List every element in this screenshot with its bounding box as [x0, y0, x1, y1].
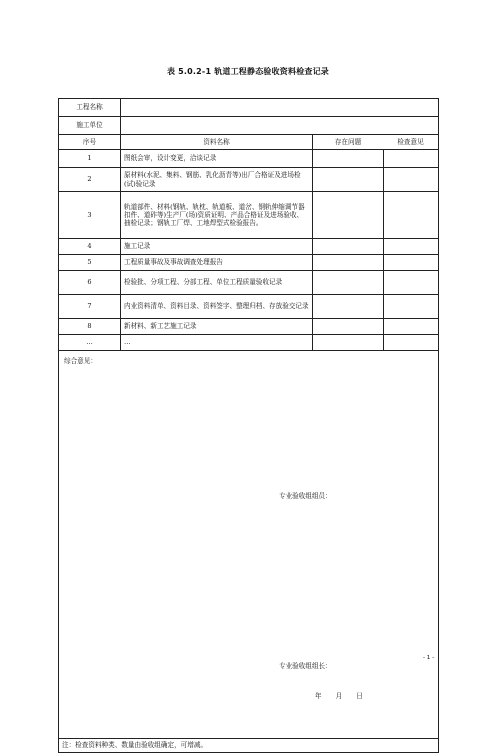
row-problems	[313, 192, 384, 238]
table-row	[59, 295, 439, 319]
date-line	[315, 692, 363, 700]
row-seq: 4	[59, 239, 121, 255]
column-header-row	[59, 135, 439, 150]
row-opinion	[384, 239, 438, 254]
construction-unit-row	[59, 117, 439, 135]
table-row	[59, 255, 439, 271]
project-name-row	[59, 99, 439, 117]
date-month: 月	[335, 692, 343, 700]
row-seq: 1	[59, 150, 121, 168]
inspection-record-table	[58, 98, 439, 753]
column-header-opinion: 检查意见	[397, 137, 424, 146]
table-row	[59, 192, 439, 239]
column-header-right	[313, 135, 439, 150]
date-day: 日	[356, 692, 363, 700]
comments-label: 综合意见：	[64, 357, 97, 365]
row-problems	[313, 295, 384, 318]
project-name-label: 工程名称	[59, 99, 121, 117]
row-problems	[313, 271, 384, 294]
page-number: - 1 -	[423, 655, 435, 661]
row-document-name: 轨道部件、材料(钢轨、轨枕、轨道板、道岔、钢轨伸缩调节器扣件、道砟等)生产厂(场)资质证明、产品合格证及进场验收、抽检记录；钢轨工厂焊、工地焊型式检验报告。	[121, 192, 313, 239]
row-problems	[313, 239, 384, 254]
row-opinion	[384, 335, 438, 350]
row-opinion	[384, 150, 438, 167]
row-check-cells	[313, 319, 439, 335]
comments-section	[59, 351, 439, 739]
table-row	[59, 239, 439, 255]
table-row	[59, 319, 439, 335]
row-check-cells	[313, 335, 439, 351]
row-seq: 2	[59, 168, 121, 192]
row-seq: …	[59, 335, 121, 351]
row-check-cells	[313, 295, 439, 319]
row-document-name: 原材料(水泥、集料、钢筋、乳化沥青等)出厂合格证及进场检(试)验记录	[121, 168, 313, 192]
note-row	[59, 739, 439, 753]
table-row	[59, 150, 439, 168]
row-problems	[313, 168, 384, 191]
row-check-cells	[313, 168, 439, 192]
row-seq: 7	[59, 295, 121, 319]
row-document-name: 新材料、新工艺施工记录	[121, 319, 313, 335]
row-check-cells	[313, 192, 439, 239]
column-header-name: 资料名称	[121, 135, 313, 150]
row-problems	[313, 255, 384, 270]
page-title: 表 5.0.2-1 轨道工程静态验收资料检查记录	[166, 67, 330, 76]
row-seq: 3	[59, 192, 121, 239]
table-row	[59, 271, 439, 295]
date-year: 年	[315, 692, 322, 700]
row-problems	[313, 335, 384, 350]
row-opinion	[384, 168, 438, 191]
row-check-cells	[313, 150, 439, 168]
row-opinion	[384, 295, 438, 318]
row-opinion	[384, 255, 438, 270]
row-seq: 8	[59, 319, 121, 335]
construction-unit-label: 施工单位	[59, 117, 121, 135]
construction-unit-value	[121, 117, 439, 135]
column-header-problems: 存在问题	[334, 137, 362, 146]
row-document-name: 检验批、分项工程、分部工程、单位工程质量验收记录	[121, 271, 313, 295]
row-opinion	[384, 192, 438, 238]
row-seq: 5	[59, 255, 121, 271]
row-problems	[313, 319, 384, 334]
row-check-cells	[313, 239, 439, 255]
project-name-value	[121, 99, 439, 117]
table-row	[59, 335, 439, 351]
row-seq: 6	[59, 271, 121, 295]
column-header-seq: 序号	[59, 135, 121, 150]
row-check-cells	[313, 271, 439, 295]
row-document-name: 施工记录	[121, 239, 313, 255]
row-document-name: 内业资料清单、资料目录、资料签字、整理归档、存放验交记录	[121, 295, 313, 319]
row-document-name: 图纸会审，设计变更，洽谈记录	[121, 150, 313, 168]
row-document-name: 工程质量事故及事故调查处理报告	[121, 255, 313, 271]
row-opinion	[384, 271, 438, 294]
row-document-name: …	[121, 335, 313, 351]
comments-row	[59, 351, 439, 739]
leader-signature-label: 专业验收组组长：	[279, 662, 332, 670]
row-opinion	[384, 319, 438, 334]
table-row	[59, 168, 439, 192]
row-check-cells	[313, 255, 439, 271]
row-problems	[313, 150, 384, 167]
member-signature-label: 专业验收组组员：	[279, 492, 332, 500]
note-text: 注：检查资料种类、数量由验收组确定，可增减。	[59, 739, 439, 753]
